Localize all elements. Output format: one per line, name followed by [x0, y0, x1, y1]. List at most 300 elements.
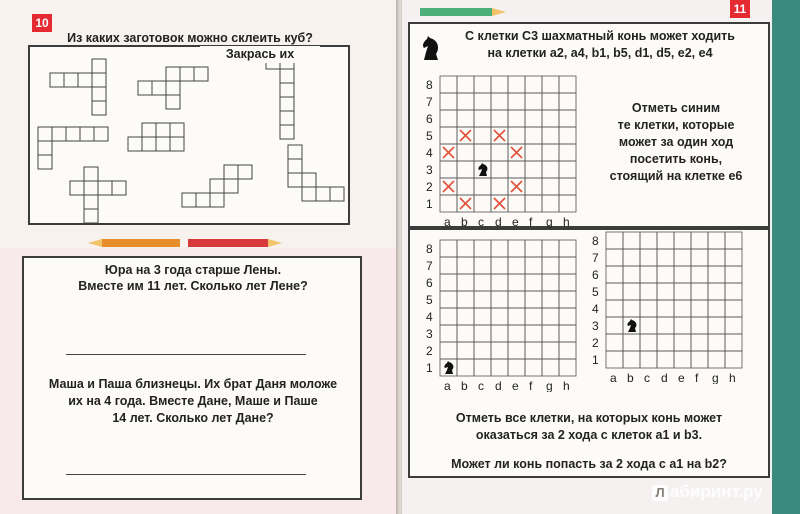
board-square[interactable]: [508, 195, 525, 212]
board-square[interactable]: [474, 110, 491, 127]
cube-net[interactable]: [128, 123, 184, 151]
board-square[interactable]: [657, 249, 674, 266]
board-square[interactable]: [725, 249, 742, 266]
question-text: Может ли конь попасть за 2 хода с а1 на b2?: [451, 457, 727, 471]
board-square[interactable]: [657, 283, 674, 300]
board-square[interactable]: [440, 274, 457, 291]
net-square[interactable]: [196, 193, 210, 207]
board-square[interactable]: [542, 274, 559, 291]
board-square[interactable]: [474, 308, 491, 325]
board-square[interactable]: [691, 249, 708, 266]
cube-net[interactable]: [266, 55, 294, 139]
board-square[interactable]: [491, 308, 508, 325]
net-square[interactable]: [92, 59, 106, 73]
left-page-bottom: [0, 248, 398, 514]
board-square[interactable]: [708, 334, 725, 351]
board-square[interactable]: [440, 240, 457, 257]
board-square[interactable]: [559, 308, 576, 325]
board-square[interactable]: [542, 127, 559, 144]
board-square[interactable]: [474, 240, 491, 257]
net-square[interactable]: [84, 195, 98, 209]
net-square[interactable]: [92, 87, 106, 101]
file-label: c: [478, 379, 484, 392]
rank-label: 4: [426, 310, 433, 324]
file-label: h: [563, 379, 570, 392]
net-square[interactable]: [50, 73, 64, 87]
board-square[interactable]: [674, 300, 691, 317]
file-label: f: [695, 371, 699, 384]
board-square[interactable]: [725, 232, 742, 249]
board-square[interactable]: [559, 240, 576, 257]
board-square[interactable]: [657, 266, 674, 283]
task2-answer-line[interactable]: [66, 474, 306, 475]
board-square[interactable]: [674, 266, 691, 283]
board-square[interactable]: [508, 161, 525, 178]
board-square[interactable]: [491, 144, 508, 161]
board-square[interactable]: [508, 274, 525, 291]
board-square[interactable]: [508, 308, 525, 325]
net-square[interactable]: [280, 83, 294, 97]
net-square[interactable]: [38, 155, 52, 169]
board-square[interactable]: [525, 240, 542, 257]
board-square[interactable]: [474, 325, 491, 342]
board-square[interactable]: [559, 110, 576, 127]
board-square[interactable]: [640, 232, 657, 249]
board-square[interactable]: [525, 325, 542, 342]
net-square[interactable]: [224, 179, 238, 193]
net-square[interactable]: [128, 137, 142, 151]
file-label: b: [461, 379, 468, 392]
board-square[interactable]: [457, 144, 474, 161]
board-square[interactable]: [542, 291, 559, 308]
net-square[interactable]: [142, 137, 156, 151]
net-square[interactable]: [170, 123, 184, 137]
board-square[interactable]: [606, 283, 623, 300]
board-square[interactable]: [525, 178, 542, 195]
board-square[interactable]: [623, 300, 640, 317]
board-square[interactable]: [525, 291, 542, 308]
board-square[interactable]: [708, 300, 725, 317]
cross-mark: [511, 181, 522, 192]
board-square[interactable]: [691, 266, 708, 283]
board-square[interactable]: [474, 195, 491, 212]
board-square[interactable]: [542, 195, 559, 212]
board-square[interactable]: [474, 93, 491, 110]
board-square[interactable]: [440, 195, 457, 212]
board-square[interactable]: [559, 274, 576, 291]
rank-label: 8: [592, 234, 599, 248]
net-square[interactable]: [80, 127, 94, 141]
board-square[interactable]: [525, 359, 542, 376]
board-square[interactable]: [525, 342, 542, 359]
board-square[interactable]: [606, 249, 623, 266]
board-square[interactable]: [674, 334, 691, 351]
board-square[interactable]: [542, 178, 559, 195]
board-square[interactable]: [674, 283, 691, 300]
board-square[interactable]: [542, 308, 559, 325]
board-square[interactable]: [559, 144, 576, 161]
board-square[interactable]: [525, 76, 542, 93]
board-square[interactable]: [491, 93, 508, 110]
board-square[interactable]: [708, 317, 725, 334]
board-square[interactable]: [440, 342, 457, 359]
rank-label: 6: [592, 268, 599, 282]
board-square[interactable]: [508, 110, 525, 127]
net-square[interactable]: [166, 67, 180, 81]
task2-line3: 14 лет. Сколько лет Дане?: [112, 411, 274, 425]
board-square[interactable]: [708, 351, 725, 368]
board-square[interactable]: [474, 359, 491, 376]
board-square[interactable]: [491, 359, 508, 376]
board-square[interactable]: [623, 283, 640, 300]
board-square[interactable]: [474, 178, 491, 195]
cross-mark: [494, 130, 505, 141]
net-square[interactable]: [94, 127, 108, 141]
board-square[interactable]: [440, 325, 457, 342]
board-square[interactable]: [725, 334, 742, 351]
file-label: a: [610, 371, 617, 384]
net-square[interactable]: [280, 111, 294, 125]
net-square[interactable]: [78, 73, 92, 87]
board-square[interactable]: [691, 300, 708, 317]
board-square[interactable]: [674, 249, 691, 266]
net-square[interactable]: [84, 167, 98, 181]
net-square[interactable]: [224, 165, 238, 179]
board-square[interactable]: [657, 317, 674, 334]
net-square[interactable]: [66, 127, 80, 141]
board-square[interactable]: [606, 266, 623, 283]
board-square[interactable]: [640, 317, 657, 334]
rank-label: 4: [426, 146, 433, 160]
board-square[interactable]: [640, 249, 657, 266]
board-square[interactable]: [457, 178, 474, 195]
board-square[interactable]: [674, 232, 691, 249]
board-square[interactable]: [457, 325, 474, 342]
board-square[interactable]: [491, 76, 508, 93]
net-square[interactable]: [98, 181, 112, 195]
board-square[interactable]: [708, 232, 725, 249]
cube-net[interactable]: [50, 59, 106, 115]
net-square[interactable]: [92, 101, 106, 115]
board-square[interactable]: [559, 178, 576, 195]
page-number-right: 11: [730, 0, 750, 18]
board-square[interactable]: [474, 257, 491, 274]
task1-line2: Вместе им 11 лет. Сколько лет Лене?: [78, 279, 308, 293]
net-square[interactable]: [166, 81, 180, 95]
net-square[interactable]: [210, 179, 224, 193]
file-label: e: [678, 371, 685, 384]
board-square[interactable]: [623, 334, 640, 351]
board-square[interactable]: [491, 291, 508, 308]
board-square[interactable]: [525, 308, 542, 325]
board-square[interactable]: [691, 283, 708, 300]
board-square[interactable]: [559, 359, 576, 376]
board-square[interactable]: [559, 93, 576, 110]
net-square[interactable]: [316, 187, 330, 201]
board-square[interactable]: [508, 359, 525, 376]
board-square[interactable]: [457, 110, 474, 127]
board-square[interactable]: [559, 291, 576, 308]
board-square[interactable]: [640, 351, 657, 368]
task1-answer-line[interactable]: [66, 354, 306, 355]
board-square[interactable]: [606, 351, 623, 368]
board-square[interactable]: [491, 178, 508, 195]
board-square[interactable]: [559, 195, 576, 212]
net-square[interactable]: [170, 137, 184, 151]
net-square[interactable]: [288, 145, 302, 159]
net-square[interactable]: [64, 73, 78, 87]
rank-label: 2: [426, 344, 433, 358]
board-square[interactable]: [623, 351, 640, 368]
board-square[interactable]: [457, 93, 474, 110]
board-square[interactable]: [623, 232, 640, 249]
net-square[interactable]: [180, 67, 194, 81]
board-square[interactable]: [525, 195, 542, 212]
file-label: a: [444, 215, 451, 228]
board-square[interactable]: [491, 342, 508, 359]
board-square[interactable]: [559, 342, 576, 359]
rank-label: 4: [592, 302, 599, 316]
board-square[interactable]: [657, 300, 674, 317]
rank-label: 6: [426, 276, 433, 290]
chessboard-b3[interactable]: [590, 226, 750, 384]
board-square[interactable]: [525, 144, 542, 161]
net-square[interactable]: [288, 159, 302, 173]
board-square[interactable]: [559, 76, 576, 93]
board-square[interactable]: [542, 144, 559, 161]
board-square[interactable]: [491, 274, 508, 291]
board-square[interactable]: [725, 351, 742, 368]
board-square[interactable]: [674, 317, 691, 334]
net-square[interactable]: [38, 127, 52, 141]
board-square[interactable]: [508, 127, 525, 144]
board-square[interactable]: [457, 257, 474, 274]
chessboard-example: [424, 70, 584, 228]
task2-line2: их на 4 года. Вместе Дане, Маше и Паше: [68, 394, 318, 408]
board-square[interactable]: [491, 110, 508, 127]
board-square[interactable]: [708, 283, 725, 300]
rank-label: 7: [426, 95, 433, 109]
knight-piece-icon: [478, 163, 487, 176]
net-square[interactable]: [152, 81, 166, 95]
board-square[interactable]: [457, 342, 474, 359]
board-square[interactable]: [440, 257, 457, 274]
board-square[interactable]: [457, 291, 474, 308]
board-square[interactable]: [508, 93, 525, 110]
net-square[interactable]: [142, 123, 156, 137]
board-square[interactable]: [542, 257, 559, 274]
task4-line1: Отметь все клетки, на которых конь может: [455, 411, 723, 425]
file-label: g: [546, 215, 553, 228]
board-square[interactable]: [457, 274, 474, 291]
board-square[interactable]: [657, 334, 674, 351]
file-label: g: [546, 379, 553, 392]
board-square[interactable]: [691, 317, 708, 334]
board-square[interactable]: [657, 232, 674, 249]
board-square[interactable]: [457, 308, 474, 325]
file-label: d: [661, 371, 668, 384]
board-square[interactable]: [542, 359, 559, 376]
board-square[interactable]: [725, 266, 742, 283]
board-square[interactable]: [440, 161, 457, 178]
board-square[interactable]: [559, 127, 576, 144]
board-square[interactable]: [640, 283, 657, 300]
board-square[interactable]: [440, 93, 457, 110]
board-square[interactable]: [525, 127, 542, 144]
board-square[interactable]: [508, 76, 525, 93]
board-square[interactable]: [623, 266, 640, 283]
board-square[interactable]: [542, 93, 559, 110]
board-square[interactable]: [708, 266, 725, 283]
cube-nets-frame: [28, 45, 350, 225]
board-square[interactable]: [623, 249, 640, 266]
knight-piece-icon: [627, 319, 636, 332]
rank-label: 5: [426, 293, 433, 307]
board-square[interactable]: [440, 308, 457, 325]
net-square[interactable]: [280, 69, 294, 83]
board-square[interactable]: [640, 334, 657, 351]
rank-label: 3: [426, 327, 433, 341]
board-square[interactable]: [474, 291, 491, 308]
board-square[interactable]: [606, 334, 623, 351]
board-square[interactable]: [474, 274, 491, 291]
board-square[interactable]: [542, 110, 559, 127]
rank-label: 2: [592, 336, 599, 350]
board-square[interactable]: [457, 161, 474, 178]
board-square[interactable]: [474, 127, 491, 144]
watermark-text: абиринт.ру: [670, 482, 763, 501]
board-square[interactable]: [640, 300, 657, 317]
board-square[interactable]: [474, 342, 491, 359]
board-square[interactable]: [725, 317, 742, 334]
board-square[interactable]: [525, 93, 542, 110]
board-square[interactable]: [606, 232, 623, 249]
board-square[interactable]: [542, 161, 559, 178]
board-square[interactable]: [508, 342, 525, 359]
net-square[interactable]: [288, 173, 302, 187]
task3-line2: те клетки, которые: [617, 118, 735, 132]
net-square[interactable]: [84, 209, 98, 223]
board-square[interactable]: [674, 351, 691, 368]
board-square[interactable]: [542, 240, 559, 257]
task3-line1: Отметь синим: [631, 101, 721, 115]
board-square[interactable]: [440, 291, 457, 308]
cube-net[interactable]: [288, 145, 344, 201]
board-square[interactable]: [491, 161, 508, 178]
knight-intro-line1: С клетки С3 шахматный конь может ходить: [465, 29, 735, 43]
net-square[interactable]: [92, 73, 106, 87]
task3-line3: может за один ход: [618, 135, 734, 149]
board-square[interactable]: [508, 257, 525, 274]
board-square[interactable]: [457, 359, 474, 376]
cross-mark: [443, 147, 454, 158]
board-square[interactable]: [491, 240, 508, 257]
net-square[interactable]: [280, 125, 294, 139]
net-square[interactable]: [138, 81, 152, 95]
net-square[interactable]: [182, 193, 196, 207]
cube-task-title: Из каких заготовок можно склеить куб?: [67, 31, 313, 45]
rank-label: 3: [592, 319, 599, 333]
rank-label: 8: [426, 78, 433, 92]
board-square[interactable]: [474, 76, 491, 93]
net-square[interactable]: [330, 187, 344, 201]
net-square[interactable]: [166, 95, 180, 109]
board-square[interactable]: [525, 161, 542, 178]
board-square[interactable]: [542, 342, 559, 359]
board-square[interactable]: [508, 325, 525, 342]
net-square[interactable]: [210, 193, 224, 207]
board-square[interactable]: [525, 257, 542, 274]
net-square[interactable]: [84, 181, 98, 195]
board-square[interactable]: [542, 325, 559, 342]
net-square[interactable]: [238, 165, 252, 179]
board-square[interactable]: [606, 317, 623, 334]
board-square[interactable]: [559, 161, 576, 178]
chessboard-a1[interactable]: [424, 234, 584, 392]
board-square[interactable]: [491, 257, 508, 274]
board-square[interactable]: [691, 232, 708, 249]
board-square[interactable]: [559, 325, 576, 342]
board-square[interactable]: [559, 257, 576, 274]
file-label: c: [644, 371, 650, 384]
net-square[interactable]: [156, 123, 170, 137]
board-square[interactable]: [491, 325, 508, 342]
rank-label: 1: [426, 361, 433, 375]
knight-piece-icon: [444, 361, 453, 374]
board-square[interactable]: [525, 274, 542, 291]
cube-net[interactable]: [138, 67, 208, 109]
net-square[interactable]: [52, 127, 66, 141]
board-square[interactable]: [725, 283, 742, 300]
board-square[interactable]: [525, 110, 542, 127]
cross-mark: [460, 198, 471, 209]
board-square[interactable]: [457, 240, 474, 257]
board-square[interactable]: [691, 334, 708, 351]
cube-net[interactable]: [182, 165, 252, 207]
board-square[interactable]: [440, 127, 457, 144]
net-square[interactable]: [112, 181, 126, 195]
board-square[interactable]: [542, 76, 559, 93]
board-square[interactable]: [508, 240, 525, 257]
watermark-logo-icon: Л: [652, 485, 668, 501]
net-square[interactable]: [280, 97, 294, 111]
board-square[interactable]: [708, 249, 725, 266]
board-square[interactable]: [508, 291, 525, 308]
board-square[interactable]: [606, 300, 623, 317]
net-square[interactable]: [302, 187, 316, 201]
net-square[interactable]: [70, 181, 84, 195]
file-label: d: [495, 379, 502, 392]
file-label: a: [444, 379, 451, 392]
board-square[interactable]: [440, 110, 457, 127]
net-square[interactable]: [156, 137, 170, 151]
cube-task-subtitle: Закрась их: [200, 46, 320, 63]
board-square[interactable]: [691, 351, 708, 368]
cube-net[interactable]: [38, 127, 108, 169]
net-square[interactable]: [302, 173, 316, 187]
board-square[interactable]: [440, 76, 457, 93]
board-square[interactable]: [725, 300, 742, 317]
board-square[interactable]: [474, 144, 491, 161]
net-square[interactable]: [38, 141, 52, 155]
task3-line5: стоящий на клетке е6: [609, 169, 743, 183]
rank-label: 1: [426, 197, 433, 211]
board-square[interactable]: [457, 76, 474, 93]
board-square[interactable]: [657, 351, 674, 368]
cube-net[interactable]: [70, 167, 126, 223]
net-square[interactable]: [194, 67, 208, 81]
board-square[interactable]: [640, 266, 657, 283]
